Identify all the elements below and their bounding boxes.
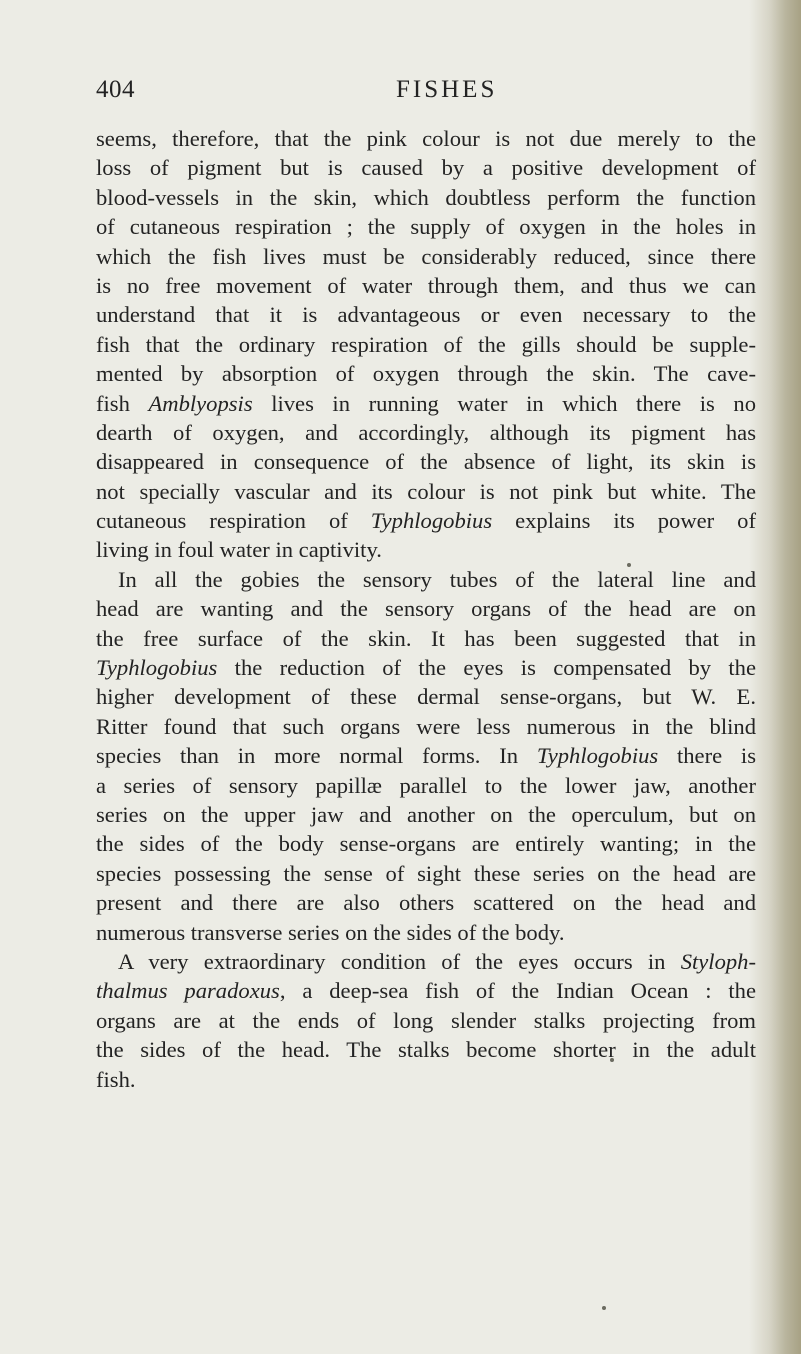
ink-speck [602,1306,606,1310]
text-run: numerous transverse series on the sides of the body. [96,919,565,945]
text-line [96,1035,756,1064]
italic-species-name: Typhlogobius [370,508,493,534]
body-text [96,124,756,1094]
text-line [96,741,756,770]
text-line [96,535,756,564]
text-line [96,389,756,418]
text-run: Ritter found that such organs were less numerous in the blind [96,713,756,739]
text-run: present and there are also others scattered on the head and [96,890,756,916]
text-line [96,124,756,153]
italic-species-name: thalmus paradoxus [96,978,280,1004]
text-line [96,976,756,1005]
text-line [96,183,756,212]
text-line [96,359,756,388]
text-line [96,771,756,800]
text-run: loss of pigment but is caused by a positive development of [96,155,756,181]
text-line [96,1006,756,1035]
text-run: is no free movement of water through them, and thus we can [96,272,756,298]
text-run: there is [658,743,756,769]
text-run: living in foul water in captivity. [96,537,382,563]
text-line [96,212,756,241]
text-run: the free surface of the skin. It has been suggested that in [96,625,756,651]
text-line [96,653,756,682]
text-line [96,888,756,917]
text-run: A very extraordinary condition of the eyes occurs in [118,948,681,974]
text-run: fish [96,390,149,416]
text-run: fish that the ordinary respiration of the gills should be supple- [96,331,756,357]
text-line [96,153,756,182]
text-line [96,506,756,535]
italic-species-name: Typhlogobius [536,743,659,769]
text-line [96,271,756,300]
text-line [96,682,756,711]
text-line [96,712,756,741]
text-line [96,300,756,329]
page-edge-shadow [749,0,801,1354]
text-line [96,418,756,447]
text-run: cutaneous respiration of [96,508,371,534]
text-line [96,565,756,594]
text-run: a series of sensory papillæ parallel to the lower jaw, another [96,772,756,798]
text-run: dearth of oxygen, and accordingly, although its pigment has [96,419,756,445]
text-run: understand that it is advantageous or even necessary to the [96,302,756,328]
text-run: the sides of the head. The stalks become shorter in the adult [96,1037,756,1063]
text-line [96,624,756,653]
page-header [96,76,756,108]
text-line [96,947,756,976]
page-number: 404 [96,76,135,103]
text-run: fish. [96,1066,136,1092]
text-run: of cutaneous respiration ; the supply of oxygen in the holes in [96,214,756,240]
text-line [96,918,756,947]
text-run: mented by absorption of oxygen through the skin. The cave- [96,361,756,387]
text-line [96,859,756,888]
running-head: FISHES [396,76,498,103]
text-line [96,330,756,359]
text-run: which the fish lives must be considerably reduced, since there [96,243,756,269]
text-run: species possessing the sense of sight these series on the head are [96,860,756,886]
text-run: seems, therefore, that the pink colour is not due merely to the [96,126,756,151]
text-run: organs are at the ends of long slender stalks projecting from [96,1007,756,1033]
text-run: In all the gobies the sensory tubes of the lateral line and [118,566,756,592]
text-run: species than in more normal forms. In [96,743,537,769]
text-run: series on the upper jaw and another on the operculum, but on [96,801,756,827]
text-run: , a deep-sea fish of the Indian Ocean : the [279,978,756,1004]
italic-species-name: Styloph- [680,948,756,974]
text-run: blood-vessels in the skin, which doubtless perform the function [96,184,756,210]
text-run: the sides of the body sense-organs are entirely wanting; in the [96,831,756,857]
text-run: lives in running water in which there is no [252,390,756,416]
text-line [96,829,756,858]
text-run: disappeared in consequence of the absence of light, its skin is [96,449,756,475]
italic-species-name: Typhlogobius [96,655,218,681]
text-run: the reduction of the eyes is compensated by the [217,655,756,681]
text-run: not specially vascular and its colour is not pink but white. The [96,478,756,504]
text-line [96,800,756,829]
text-line [96,594,756,623]
text-run: higher development of these dermal sense-organs, but W. E. [96,684,756,710]
text-line [96,242,756,271]
text-line [96,447,756,476]
text-line [96,477,756,506]
italic-species-name: Amblyopsis [148,390,253,416]
text-run: explains its power of [492,508,756,534]
text-run: head are wanting and the sensory organs of the head are on [96,596,756,622]
text-line [96,1065,756,1094]
